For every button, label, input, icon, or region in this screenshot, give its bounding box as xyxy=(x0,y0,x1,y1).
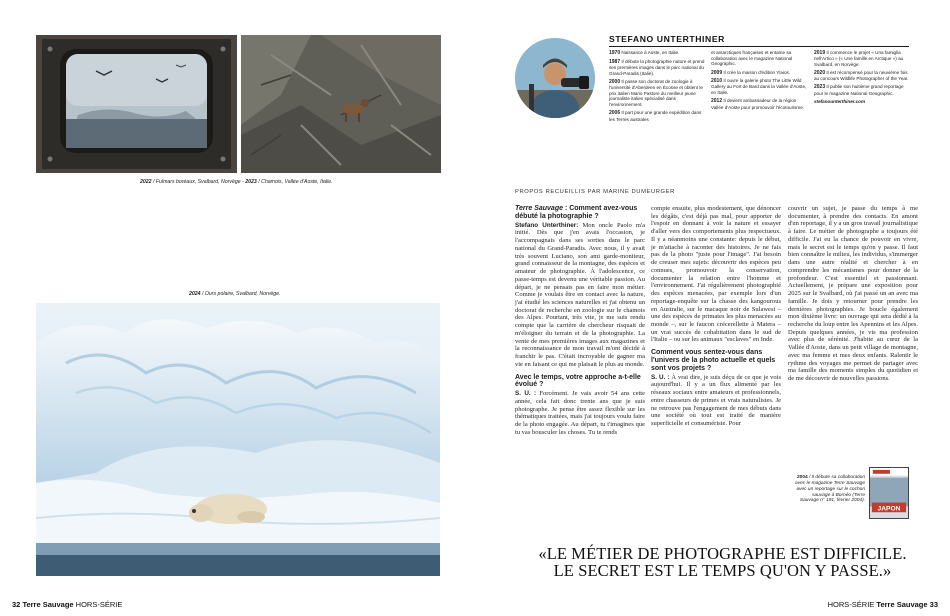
page-number: 32 xyxy=(12,600,21,609)
timeline-text: Il débute la photographie nature et prend ses premières images dans le parc national du Grand-Paradis (Italie). xyxy=(609,58,705,76)
inset-caption xyxy=(793,475,865,504)
photo-polar-bear-iceberg xyxy=(36,303,440,576)
bio-timeline-column-2 xyxy=(711,50,807,113)
photo-fulmars-window xyxy=(36,35,237,173)
timeline-year: 1987 xyxy=(609,58,621,65)
timeline-entry xyxy=(711,78,807,96)
answer-1 xyxy=(515,222,645,369)
timeline-year: 2000 xyxy=(609,78,621,85)
issue-label: HORS-SÉRIE xyxy=(75,600,123,609)
magazine-name: Terre Sauvage xyxy=(22,600,74,609)
question-text: : Comment avez-vous débuté la photographie ? xyxy=(515,205,638,220)
timeline-text: Il passe son doctorat de zoologie à l'université d'Aberdeen en Écosse et obtient le prix italien Mario Pastore du meilleur jeune journaliste italien spécialisé dans l'environnement. xyxy=(609,78,703,108)
timeline-year: 2010 xyxy=(711,78,723,85)
magazine-cover-thumbnail xyxy=(869,467,909,519)
website-link[interactable]: stefanounterthiner.com xyxy=(814,98,866,104)
timeline-entry xyxy=(711,50,807,67)
timeline-entry xyxy=(711,98,807,110)
caption-text: / Chamois, Vallée d'Aoste, Italie. xyxy=(256,179,333,185)
timeline-entry xyxy=(814,50,910,68)
timeline-entry xyxy=(609,59,705,77)
folio-left xyxy=(12,600,122,609)
timeline-year: 2006 xyxy=(609,110,621,117)
portrait-photographer xyxy=(515,38,595,118)
timeline-entry xyxy=(609,79,705,108)
answer-3-part-1 xyxy=(651,374,781,428)
magazine-name: Terre Sauvage xyxy=(515,205,563,212)
folio-right xyxy=(828,600,938,609)
answer-2-part-1 xyxy=(515,390,645,436)
bio-title: STEFANO UNTERTHINER xyxy=(609,34,909,47)
timeline-text: Il part pour une grande expédition dans les Terres australes xyxy=(609,110,702,122)
timeline-text: Il devient ambassadeur de la région Vallée d'Aoste pour promouvoir l'écotourisme. xyxy=(711,98,805,110)
question-2: Avec le temps, votre approche a-t-elle évolué ? xyxy=(515,373,641,389)
timeline-year: 2023 xyxy=(814,84,826,91)
timeline-year: 2012 xyxy=(711,98,723,105)
timeline-text: Naissance à Aoste, en Italie. xyxy=(621,50,680,55)
caption-year: 2022 xyxy=(140,179,152,185)
caption-text: / Fulmars boréaux, Svalbard, Norvège - xyxy=(151,179,246,185)
timeline-entry xyxy=(814,84,910,96)
answer-2-part-2: compte ensuite, plus modestement, que dénoncer les dégâts, c'est déjà pas mal, pour apporter de l'espoir en donnant à voir la nature et essayer d'aller vers des comportements plus respectueux. Il y a néanmoins une constante: depuis le début, je m'attache à raconter des histoires. Je ne fais pas de la photo "juste pour l'image". J'ai besoin de creuser mes sujets: découvrir des espèces peu connues, promouvoir la conservation, documenter la relation entre l'homme et l'environnement. J'ai régulièrement photographié des espèces menacées, par exemple lors d'un reportage-enquête sur la chasse des kangourous en Australie, sur le macaque noir de Sulawesi – une des espèces de primates les plus menacées au monde –, sur le faucon crécerellette à Matera – un vrai succès de cohabitation dans le sud de l'Italie – ou sur les animaux "esclaves" en Inde. xyxy=(651,205,781,344)
timeline-text: Il commence le projet « Una famiglia nell'Artico » (« Une famille en Arctique ») au Svalbard, en Norvège. xyxy=(814,50,904,67)
speaker-label: S. U. : xyxy=(651,373,670,381)
caption-year: 2024 xyxy=(189,291,201,297)
photo-chamois-cliff xyxy=(241,35,441,173)
speaker-label: S. U. : xyxy=(515,390,537,398)
answer-text: Mon oncle Paolo m'a initié. Dès que j'en avais l'occasion, je l'accompagnais dans ses sorties dans le parc national du Grand-Paradis. Avec nous, il y avait très souvent Luciano, son ami garde-moniteur, grand connaisseur de la montagne, des espèces et amateur de photographie. À l'adolescence, ce passe-temps est devenu une véritable passion. Au départ, je ne pensais pas en faire mon métier. Comme je voulais être en contact avec la nature, j'ai étudié les sciences naturelles et j'ai obtenu un doctorat de recherche en zoologie sur le chamois des Alpes. Pourtant, très vite, je me suis rendu compte que la carrière de chercheur risquait de m'éloigner du terrain et de la photographie. La vente de mes premières images aux magazines et la reconnaissance de mon travail m'ont décidé à franchir le pas. C'était incroyable de gagner ma vie en faisant ce qui me plaisait le plus au monde. xyxy=(515,221,645,368)
byline: PROPOS RECUEILLIS PAR MARINE DUMEURGER xyxy=(515,189,675,195)
timeline-text: Il est récompensé pour la neuvième fois au concours Wildlife Photographer of the Year. xyxy=(814,70,909,82)
timeline-entry xyxy=(609,110,705,122)
caption-year: 2023 xyxy=(245,179,257,185)
bio-timeline-column-1 xyxy=(609,50,705,125)
timeline-year: 1970 xyxy=(609,50,621,56)
article-column-3 xyxy=(788,205,918,383)
article-column-2 xyxy=(651,205,781,525)
caption-bear-photo xyxy=(189,291,280,297)
cover-word: JAPON xyxy=(877,505,901,513)
timeline-year: 2019 xyxy=(814,50,826,56)
caption-text: / Ours polaire, Svalbard, Norvège. xyxy=(200,291,281,297)
timeline-entry xyxy=(711,70,807,76)
timeline-text: Il ouvre la galerie photo The Little Wild Gallery au Fort de Bard dans la Vallée d'Aoste, en Italie. xyxy=(711,78,807,96)
timeline-entry xyxy=(609,50,705,56)
timeline-text: Il publie son huitième grand reportage pour le magazine National Geographic. xyxy=(814,84,904,96)
answer-text: À vrai dire, je suis déçu de ce que je vois aujourd'hui. Il y a un flux alimenté par les réseaux sociaux entre amateurs et professionnels, entre chasseurs de primes et vrais naturalistes. Je ne retrouve pas l'engagement de mes débuts dans une société où tout est traité de manière superficielle et consumériste. Pour xyxy=(651,373,781,428)
question-1 xyxy=(515,205,645,221)
pull-quote-line: «LE MÉTIER DE PHOTOGRAPHE EST DIFFICILE. xyxy=(538,544,907,563)
article-column-1 xyxy=(515,205,645,437)
answer-text: Forcément. Je vais avoir 54 ans cette année, cela fait donc trente ans que je suis photographe. Je pense être assez flexible sur les thématiques traitées, mais j'ai toujours voulu faire de la photo engagée. Au départ, tu t'imagines que tu vas bousculer les choses. Tu te rends xyxy=(515,390,646,436)
timeline-entry xyxy=(814,70,910,82)
bio-timeline-column-3 xyxy=(814,50,910,105)
caption-top-photos xyxy=(140,179,333,185)
speaker-label: Stefano Unterthiner: xyxy=(515,221,579,229)
pull-quote xyxy=(520,545,925,580)
question-3: Comment vous sentez-vous dans l'univers de la photo actuelle et quels sont vos projets ? xyxy=(651,349,776,372)
timeline-text: Il crée la maison d'édition Ylaios. xyxy=(723,69,791,75)
page-number: 33 xyxy=(929,600,938,609)
timeline-year: 2020 xyxy=(814,70,826,77)
inset-text: / Il débute sa collaboration avec le magazine Terre Sauvage avec un reportage sur le cochon sauvage à Bornéo (Terre Sauvage n° 191, février 2004). xyxy=(795,475,865,504)
inset-year: 2004 xyxy=(796,475,808,480)
pull-quote-line: LE SECRET EST LE TEMPS QU'ON Y PASSE.» xyxy=(553,561,892,581)
timeline-year: 2009 xyxy=(711,69,723,76)
answer-3-part-2: couvrir un sujet, je passe du temps à me documenter, à prendre des contacts. En amont d'un reportage, il y a un gros travail journalistique à faire. Le métier de photographe a toujours été difficile. J'ai eu la chance de pouvoir en vivre, mais le secret est le temps qu'on y passe. Il faut bien connaître le milieu, les individus, s'immerger dans une autre réalité et chercher à en comprendre les mécanismes pour donner de la profondeur. C'est essentiel et passionnant. Actuellement, je prépare une exposition pour 2025 sur le Svalbard, où j'ai passé un an avec ma famille. Je dois y retourner pour prendre les dernières photographies. Je boucle également mon dixième livre: un ouvrage qui sera dédié à la recherche du loup entre les Apennins et les Alpes. Depuis quelques années, je vis ma profession avec plus de sérénité. J'habite au cœur de la Vallée d'Aoste, dans un petit village de montagne, avec ma femme et mes deux enfants. Ralentir le rythme des voyages me permet de partager avec ma famille des moments simples du quotidien et de me découvrir de nouvelles passions. xyxy=(788,205,918,383)
magazine-name: Terre Sauvage xyxy=(876,600,928,609)
timeline-text: et antarctiques françaises et entame sa collaboration avec le magazine National Geographic. xyxy=(711,50,793,67)
issue-label: HORS-SÉRIE xyxy=(827,600,875,609)
